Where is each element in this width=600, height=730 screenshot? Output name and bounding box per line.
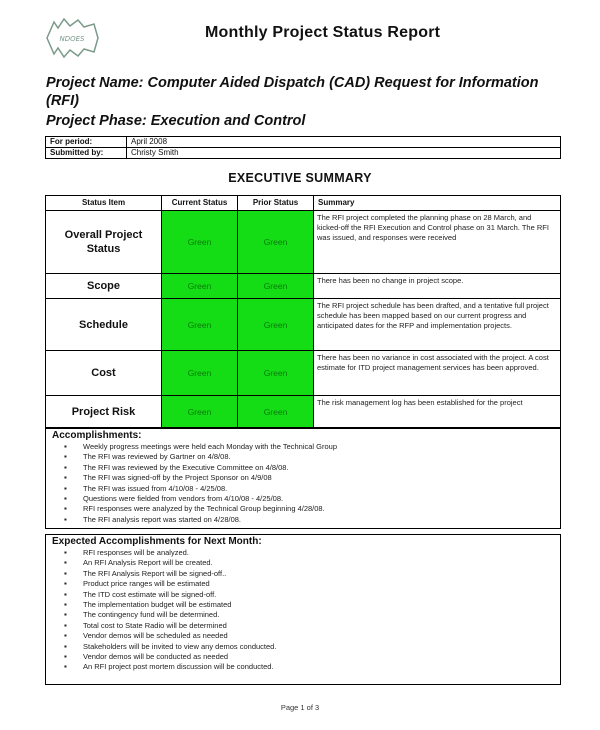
list-item — [64, 558, 560, 568]
status-row-cost — [46, 351, 561, 396]
list-item — [64, 504, 560, 514]
prior-status-badge: Green — [238, 396, 314, 428]
list-item — [64, 590, 560, 600]
document-title: Monthly Project Status Report — [205, 24, 441, 41]
list-item-text: The RFI was issued from 4/10/08 - 4/25/08. — [83, 483, 228, 493]
period-value: April 2008 — [127, 137, 561, 148]
list-item-text: Vendor demos will be conducted as needed — [83, 652, 229, 662]
header-summary: Summary — [314, 196, 561, 211]
list-item — [64, 473, 560, 483]
svg-text:NDOES: NDOES — [59, 35, 85, 43]
status-item-label: Overall Project Status — [46, 211, 162, 274]
list-item — [64, 621, 560, 631]
list-item — [64, 442, 560, 452]
list-item-text: The implementation budget will be estimated — [83, 600, 232, 610]
bullet-icon: ▪ — [64, 548, 67, 557]
organization-logo — [44, 16, 100, 60]
list-item — [64, 642, 560, 652]
list-item-text: The RFI Analysis Report will be signed-off.. — [83, 568, 227, 578]
bullet-icon: ▪ — [64, 631, 67, 641]
page-number: Page 1 of 3 — [280, 703, 320, 712]
list-item — [64, 631, 560, 641]
prior-status-badge: Green — [238, 299, 314, 351]
list-item-text: Total cost to State Radio will be determined — [83, 620, 227, 630]
bullet-icon: ▪ — [64, 610, 67, 620]
submitted-value: Christy Smith — [127, 148, 561, 159]
prior-status-badge: Green — [238, 274, 314, 299]
prior-status-badge: Green — [238, 211, 314, 274]
list-item — [64, 484, 560, 494]
header-status-item: Status Item — [46, 196, 162, 211]
list-item — [64, 463, 560, 473]
list-item — [64, 579, 560, 589]
bullet-icon: ▪ — [64, 504, 67, 514]
bullet-icon: ▪ — [64, 442, 67, 451]
current-status-badge: Green — [162, 274, 238, 299]
bullet-icon: ▪ — [64, 600, 67, 610]
current-status-badge: Green — [162, 351, 238, 396]
status-row-risk — [46, 396, 561, 428]
status-summary-text: There has been no change in project scope. — [314, 274, 561, 299]
header-current-status: Current Status — [162, 196, 238, 211]
list-item-text: Vendor demos will be scheduled as needed — [83, 631, 228, 641]
list-item-text: An RFI project post mortem discussion will be conducted. — [83, 662, 274, 672]
bullet-icon: ▪ — [64, 514, 67, 524]
expected-accomplishments-heading: Expected Accomplishments for Next Month: — [52, 536, 262, 547]
bullet-icon: ▪ — [64, 494, 67, 504]
bullet-icon: ▪ — [64, 568, 67, 578]
list-item-text: The RFI was reviewed by the Executive Committee on 4/8/08. — [83, 462, 289, 472]
status-item-label: Scope — [46, 274, 162, 299]
status-summary-text: There has been no variance in cost associated with the project. A cost estimate for ITD project management services has been approved. — [314, 351, 561, 396]
current-status-badge: Green — [162, 299, 238, 351]
bullet-icon: ▪ — [64, 589, 67, 599]
list-item-text: RFI responses will be analyzed. — [83, 548, 189, 557]
list-item-text: RFI responses were analyzed by the Technical Group beginning 4/28/08. — [83, 504, 325, 514]
accomplishments-list — [46, 442, 560, 525]
project-name: Project Name: Computer Aided Dispatch (CAD) Request for Information (RFI) — [46, 75, 539, 109]
bullet-icon: ▪ — [64, 462, 67, 472]
list-item-text: The contingency fund will be determined. — [83, 610, 220, 620]
bullet-icon: ▪ — [64, 452, 67, 462]
period-label: For period: — [46, 137, 127, 148]
bullet-icon: ▪ — [64, 652, 67, 662]
current-status-badge: Green — [162, 396, 238, 428]
status-row-overall — [46, 211, 561, 274]
list-item — [64, 600, 560, 610]
expected-accomplishments-list — [46, 548, 560, 673]
bullet-icon: ▪ — [64, 579, 67, 589]
bullet-icon: ▪ — [64, 558, 67, 568]
bullet-icon: ▪ — [64, 641, 67, 651]
list-item — [64, 548, 560, 558]
list-item-text: Product price ranges will be estimated — [83, 579, 210, 589]
project-phase: Project Phase: Execution and Control — [46, 113, 306, 129]
list-item — [64, 569, 560, 579]
list-item-text: The ITD cost estimate will be signed-off. — [83, 589, 217, 599]
executive-summary-heading: EXECUTIVE SUMMARY — [228, 171, 372, 185]
status-summary-text: The RFI project completed the planning phase on 28 March, and kicked-off the RFI Execution and Control phase on 31 March. The RFI was issued, and responses were received — [314, 211, 561, 274]
period-row — [46, 137, 561, 148]
submitted-row — [46, 148, 561, 159]
list-item-text: Weekly progress meetings were held each Monday with the Technical Group — [83, 442, 338, 451]
list-item — [64, 452, 560, 462]
bullet-icon: ▪ — [64, 620, 67, 630]
bullet-icon: ▪ — [64, 662, 67, 672]
bullet-icon: ▪ — [64, 473, 67, 483]
bullet-icon: ▪ — [64, 483, 67, 493]
status-header-row — [46, 196, 561, 211]
accomplishments-heading: Accomplishments: — [52, 430, 142, 441]
list-item-text: Questions were fielded from vendors from 4/10/08 - 4/25/08. — [83, 494, 284, 504]
list-item — [64, 515, 560, 525]
status-row-schedule — [46, 299, 561, 351]
expected-accomplishments-section — [45, 534, 561, 685]
list-item — [64, 652, 560, 662]
list-item — [64, 610, 560, 620]
list-item — [64, 662, 560, 672]
list-item-text: Stakeholders will be invited to view any demos conducted. — [83, 641, 277, 651]
current-status-badge: Green — [162, 211, 238, 274]
list-item-text: The RFI was reviewed by Gartner on 4/8/08. — [83, 452, 231, 462]
status-summary-text: The risk management log has been established for the project — [314, 396, 561, 428]
period-table — [45, 136, 561, 159]
status-table — [45, 195, 561, 428]
list-item-text: The RFI analysis report was started on 4/28/08. — [83, 514, 241, 524]
list-item — [64, 494, 560, 504]
status-row-scope — [46, 274, 561, 299]
accomplishments-section — [45, 428, 561, 529]
status-summary-text: The RFI project schedule has been drafted, and a tentative full project schedule has been mapped based on our current progress and anticipated dates for the RFP and implementation projects. — [314, 299, 561, 351]
status-item-label: Project Risk — [46, 396, 162, 428]
status-item-label: Schedule — [46, 299, 162, 351]
prior-status-badge: Green — [238, 351, 314, 396]
list-item-text: The RFI was signed-off by the Project Sponsor on 4/9/08 — [83, 473, 272, 483]
header-prior-status: Prior Status — [238, 196, 314, 211]
status-item-label: Cost — [46, 351, 162, 396]
list-item-text: An RFI Analysis Report will be created. — [83, 558, 213, 568]
submitted-label: Submitted by: — [46, 148, 127, 159]
